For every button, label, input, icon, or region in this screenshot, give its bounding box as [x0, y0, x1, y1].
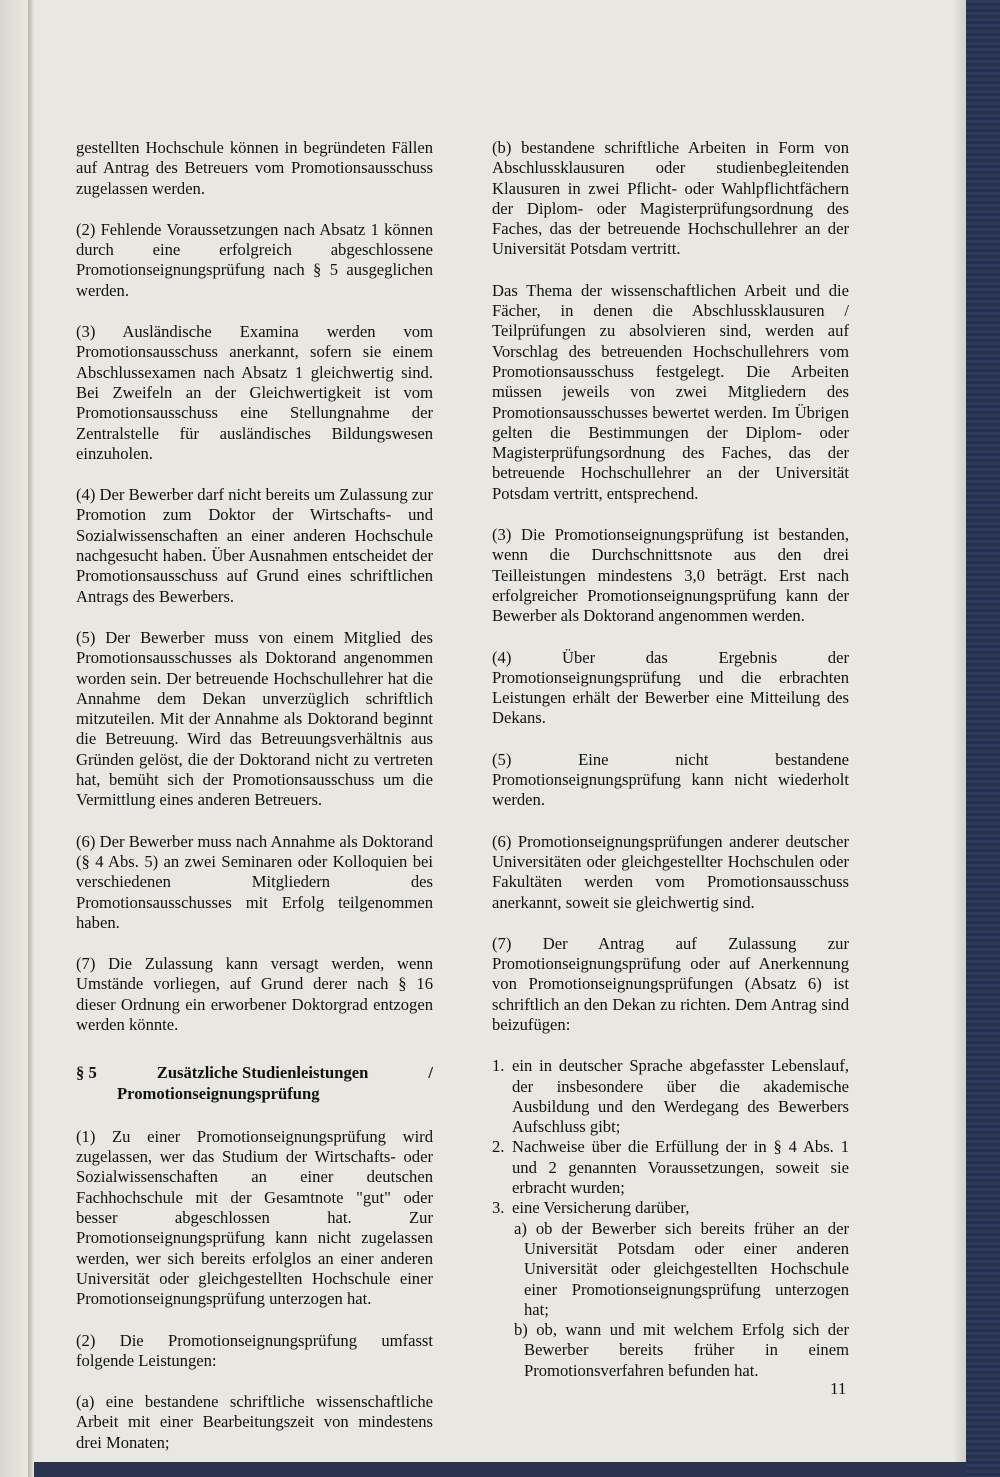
paragraph: (3) Die Promotionseignungsprüfung ist bestanden, wenn die Durchschnittsnote aus den drei Teilleistungen mindestens 3,0 beträgt. Erst nach erfolgreicher Promotionseignungsprüfung kann der Bewerber als Doktorand angenommen werden.: [492, 525, 849, 626]
paragraph: Das Thema der wissenschaftlichen Arbeit und die Fächer, in denen die Abschlussklausuren / Teilprüfungen zu absolvieren sind, werden auf Vorschlag des betreuenden Hochschullehrers vom Promotionsausschuss festgelegt. Die Arbeiten müssen jeweils von zwei Mitgliedern des Promotionsausschusses bewertet werden. Im Übrigen gelten die Bestimmungen der Diplom- oder Magisterprüfungsordnung des Faches, das der betreuende Hochschullehrer an der Universität Potsdam vertritt, entsprechend.: [492, 280, 849, 503]
paragraph: (7) Der Antrag auf Zulassung zur Promotionseignungsprüfung oder auf Anerkennung von Promotionseignungsprüfungen (Absatz 6) ist schriftlich an den Dekan zu richten. Dem Antrag sind beizufügen:: [492, 933, 849, 1034]
list-text: Nachweise über die Erfüllung der in § 4 Abs. 1 und 2 genannten Voraussetzungen, soweit sie erbracht wurden;: [512, 1137, 849, 1198]
right-text-column: [492, 138, 849, 1381]
paragraph: (5) Eine nicht bestandene Promotionseignungsprüfung kann nicht wiederholt werden.: [492, 749, 849, 810]
page-number: 11: [830, 1379, 847, 1398]
numbered-list: [492, 1056, 849, 1381]
list-item: [492, 1056, 849, 1137]
list-number: 3.: [492, 1198, 505, 1218]
paragraph: (3) Ausländische Examina werden vom Promotionsausschuss anerkannt, sofern sie einem Abschlussexamen nach Absatz 1 gleichwertig sind. Bei Zweifeln an der Gleichwertigkeit ist vom Promotionsausschuss eine Stellungnahme der Zentralstelle für ausländisches Bildungswesen einzuholen.: [76, 322, 433, 463]
paragraph: (4) Der Bewerber darf nicht bereits um Zulassung zur Promotion zum Doktor der Wirtschafts- und Sozialwissenschaften an einer anderen Hochschule nachgesucht haben. Über Ausnahmen entscheidet der Promotionsausschuss auf Grund eines schriftlichen Antrags des Bewerbers.: [76, 485, 433, 606]
paragraph: (2) Fehlende Voraussetzungen nach Absatz 1 können durch eine erfolgreich abgeschlossene Promotionseignungsprüfung nach § 5 ausgeglichen werden.: [76, 219, 433, 300]
list-number: 2.: [492, 1137, 505, 1157]
paragraph: (a) eine bestandene schriftliche wissenschaftliche Arbeit mit einer Bearbeitungszeit von mindestens drei Monaten;: [76, 1392, 433, 1452]
paragraph: (5) Der Bewerber muss von einem Mitglied des Promotionsausschusses als Doktorand angenommen worden sein. Der betreuende Hochschullehrer hat die Annahme dem Dekan unverzüglich schriftlich mitzuteilen. Mit der Annahme als Doktorand beginnt die Betreuung. Wird das Betreuungsverhältnis aus Gründen gelöst, die der Doktorand nicht zu vertreten hat, bemüht sich der Promotionsausschuss um die Vermittlung eines anderen Betreuers.: [76, 627, 433, 810]
list-text: eine Versicherung darüber,: [512, 1198, 690, 1218]
section-title-separator: /: [428, 1063, 433, 1083]
section-title-part2: Promotionseignungsprüfung: [117, 1083, 320, 1103]
paragraph: (6) Promotionseignungsprüfungen anderer deutscher Universitäten oder gleichgestellter Hochschulen oder Fakultäten werden vom Promotionsausschuss anerkannt, soweit sie gleichwertig sind.: [492, 831, 849, 912]
paragraph: (1) Zu einer Promotionseignungsprüfung wird zugelassen, wer das Studium der Wirtschafts- oder Sozialwissenschaften an einer deutschen Fachhochschule mit der Gesamtnote "gut" oder besser abgeschlossen hat. Zur Promotionseignungsprüfung kann nicht zugelassen werden, wer sich bereits erfolglos an einer anderen Universität oder gleichgestellten Hochschule einer Promotionseignungsprüfung unterzogen hat.: [76, 1126, 433, 1309]
paragraph: (b) bestandene schriftliche Arbeiten in Form von Abschlussklausuren oder studienbegleitenden Klausuren in zwei Pflicht- oder Wahlpflichtfächern der Diplom- oder Magisterprüfungsordnung des Faches, das der betreuende Hochschullehrer an der Universität Potsdam vertritt.: [492, 138, 849, 259]
book-binding: [966, 0, 1000, 1477]
list-text: ein in deutscher Sprache abgefasster Lebenslauf, der insbesondere über die akademische Ausbildung und den Werdegang des Bewerbers Aufschluss gibt;: [512, 1056, 849, 1137]
list-number: 1.: [492, 1056, 505, 1076]
section-number: § 5: [76, 1063, 97, 1083]
list-item: [492, 1137, 849, 1198]
left-text-column: [76, 138, 433, 1474]
adjacent-page-edge: [0, 0, 28, 1477]
paragraph: (2) Die Promotionseignungsprüfung umfasst folgende Leistungen:: [76, 1330, 433, 1370]
paragraph: (6) Der Bewerber muss nach Annahme als Doktorand (§ 4 Abs. 5) an zwei Seminaren oder Kolloquien bei verschiedenen Mitgliedern des Promotionsausschusses mit Erfolg teilgenommen haben.: [76, 831, 433, 932]
paragraph: (7) Die Zulassung kann versagt werden, wenn Umstände vorliegen, auf Grund derer nach § 16 dieser Ordnung ein erworbener Doktorgrad entzogen werden könnte.: [76, 954, 433, 1034]
section-title-part1: Zusätzliche Studienleistungen: [156, 1063, 369, 1083]
sub-list-item: b) ob, wann und mit welchem Erfolg sich der Bewerber bereits früher in einem Promotionsverfahren befunden hat.: [514, 1320, 849, 1380]
sub-list-item: a) ob der Bewerber sich bereits früher an der Universität Potsdam oder einer anderen Universität oder gleichgestellten Hochschule einer Promotionseignungsprüfung unterzogen hat;: [514, 1218, 849, 1319]
paragraph: gestellten Hochschule können in begründeten Fällen auf Antrag des Betreuers vom Promotionsausschuss zugelassen werden.: [76, 138, 433, 198]
list-item: [492, 1198, 849, 1218]
section-heading: [76, 1063, 433, 1104]
paragraph: (4) Über das Ergebnis der Promotionseignungsprüfung und die erbrachten Leistungen erhält der Bewerber eine Mitteilung des Dekans.: [492, 647, 849, 728]
